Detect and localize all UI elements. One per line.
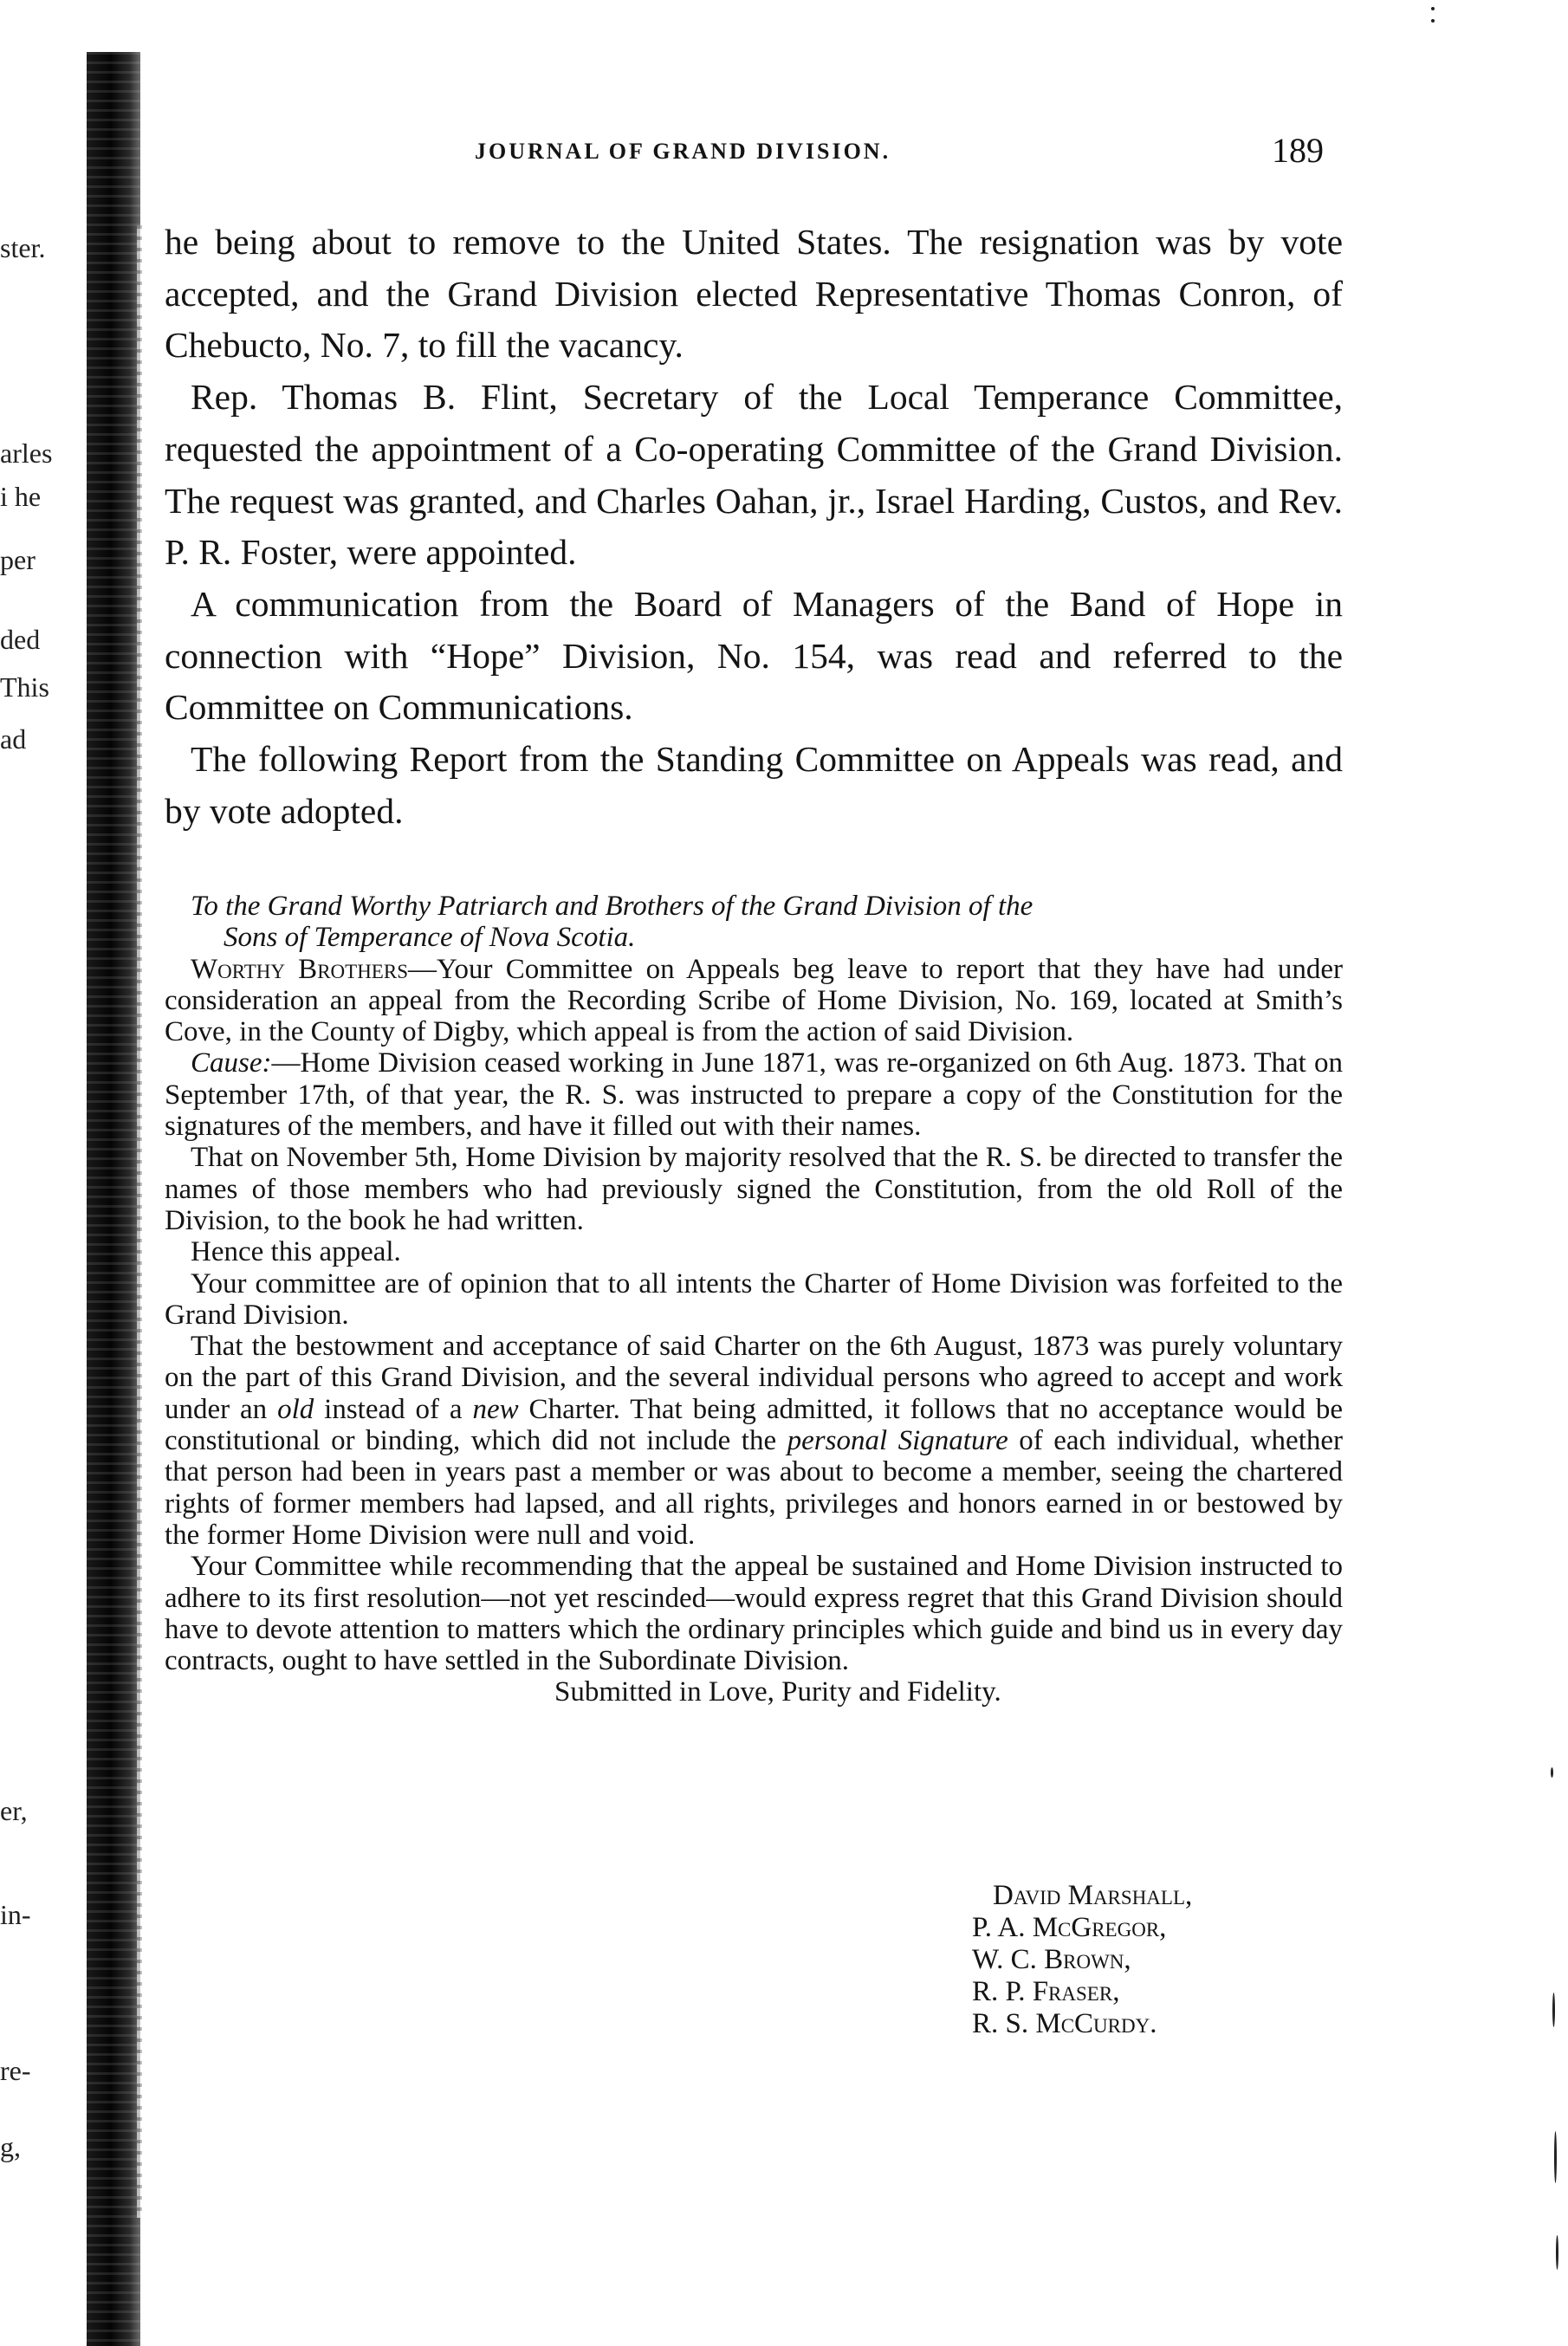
scan-speck bbox=[1551, 1767, 1553, 1778]
closing-line: Submitted in Love, Purity and Fidelity. bbox=[554, 1676, 1001, 1708]
report-paragraph: That on November 5th, Home Division by majority resolved that the R. S. be directed to transfer the names of those members who had previously signed the Constitution, from the old Roll of the Division, to the book he had written. bbox=[165, 1142, 1343, 1236]
report-paragraph bbox=[165, 1331, 1343, 1551]
scan-speck bbox=[1431, 7, 1435, 10]
scan-speck bbox=[1554, 2131, 1557, 2183]
signature: R. P. Fraser, bbox=[972, 1976, 1120, 2007]
report-paragraph bbox=[165, 1047, 1343, 1142]
report-emphasis: personal Signature bbox=[787, 1425, 1008, 1457]
report-address bbox=[165, 922, 1343, 953]
margin-fragment: g, bbox=[0, 2131, 21, 2162]
margin-fragment: ded bbox=[0, 624, 41, 655]
running-head: JOURNAL OF GRAND DIVISION. bbox=[475, 139, 891, 164]
margin-fragment: i he bbox=[0, 481, 42, 512]
report-text: That the bestowment and acceptance of said Charter on the 6th August, 1873 was purely voluntary on the part of this Grand Division, and the several individual persons who agreed to accept and work under an bbox=[165, 1331, 1343, 1425]
scan-speck bbox=[1556, 2235, 1558, 2270]
margin-fragment: re- bbox=[0, 2055, 31, 2086]
book-binding-shadow bbox=[87, 52, 140, 2346]
signature-block bbox=[972, 1880, 1192, 2040]
report-paragraph: Hence this appeal. bbox=[191, 1236, 401, 1268]
page-number: 189 bbox=[1272, 131, 1324, 170]
signature: P. A. McGregor, bbox=[972, 1912, 1167, 1943]
report-emphasis: old bbox=[277, 1393, 314, 1425]
scan-speck bbox=[1431, 19, 1435, 23]
report-text: —Your Committee on Appeals beg leave to report that they have had under consideration an appeal from the Recording Scribe of Home Division, No. 169, located at Smith’s Cove, in the County of Digby, which appeal is from the action of said Division. bbox=[165, 953, 1343, 1048]
binding-edge bbox=[137, 225, 142, 2218]
paragraph: Rep. Thomas B. Flint, Secretary of the Local Temperance Committee, requested the appointment of a Co-operating Committee of the Grand Division. The request was granted, and Charles Oahan, jr., Israel Harding, Custos, and Rev. P. R. Foster, were appointed. bbox=[165, 377, 1343, 573]
margin-fragment: ad bbox=[0, 723, 27, 755]
body-text bbox=[165, 217, 1343, 837]
scan-speck bbox=[1552, 1993, 1555, 2027]
report-emphasis: new bbox=[472, 1393, 519, 1425]
signature: R. S. McCurdy. bbox=[972, 2008, 1157, 2039]
report-address bbox=[165, 891, 1343, 922]
report-address-line: To the Grand Worthy Patriarch and Brothers of the Grand Division of the bbox=[191, 891, 1033, 922]
paragraph: he being about to remove to the United States. The resignation was by vote accepted, and the Grand Division elected Representative Thomas Conron, of Chebucto, No. 7, to fill the vacancy. bbox=[165, 222, 1343, 366]
margin-fragment: This bbox=[0, 671, 49, 703]
margin-fragment: arles bbox=[0, 437, 53, 469]
report-paragraph bbox=[165, 954, 1343, 1048]
margin-fragment: in- bbox=[0, 1899, 31, 1930]
cause-label: Cause: bbox=[191, 1047, 272, 1079]
appeals-report bbox=[165, 891, 1343, 1708]
paragraph: The following Report from the Standing Committee on Appeals was read, and by vote adopted. bbox=[165, 739, 1343, 831]
paragraph: A communication from the Board of Managers of the Band of Hope in connection with “Hope” Division, No. 154, was read and referred to the Committee on Communications. bbox=[165, 583, 1343, 728]
margin-fragment: per bbox=[0, 544, 36, 575]
report-paragraph: Your Committee while recommending that the appeal be sustained and Home Division instructed to adhere to its first resolution—not yet rescinded—would express regret that this Grand Division should have to devote attention to matters which the ordinary principles which guide and bind us in every day contracts, ought to have settled in the Subordinate Division. bbox=[165, 1551, 1343, 1677]
signature: W. C. Brown, bbox=[972, 1944, 1131, 1975]
margin-fragment: ster. bbox=[0, 232, 46, 263]
signature: David Marshall, bbox=[993, 1880, 1193, 1911]
report-text: instead of a bbox=[314, 1393, 473, 1425]
margin-fragment: er, bbox=[0, 1795, 28, 1826]
report-address-line: Sons of Temperance of Nova Scotia. bbox=[224, 922, 636, 954]
report-text: of each individual, whether that person had been in years past a member or was about to become a member, seeing the chartered rights of former members had lapsed, and all rights, privileges and honors earned in or bestowed by the former Home Division were null and void. bbox=[165, 1425, 1343, 1551]
salutation: Worthy Brothers bbox=[191, 953, 408, 985]
report-text: —Home Division ceased working in June 1871, was re-organized on 6th Aug. 1873. That on September 17th, of that year, the R. S. was instructed to prepare a copy of the Constitution for the signatures of the members, and have it filled out with their names. bbox=[165, 1047, 1343, 1143]
report-paragraph: Your committee are of opinion that to all intents the Charter of Home Division was forfeited to the Grand Division. bbox=[165, 1267, 1343, 1331]
report-text: Charter. That being admitted, it follows that no acceptance would be constitutional or binding, which did not include the bbox=[165, 1393, 1344, 1457]
